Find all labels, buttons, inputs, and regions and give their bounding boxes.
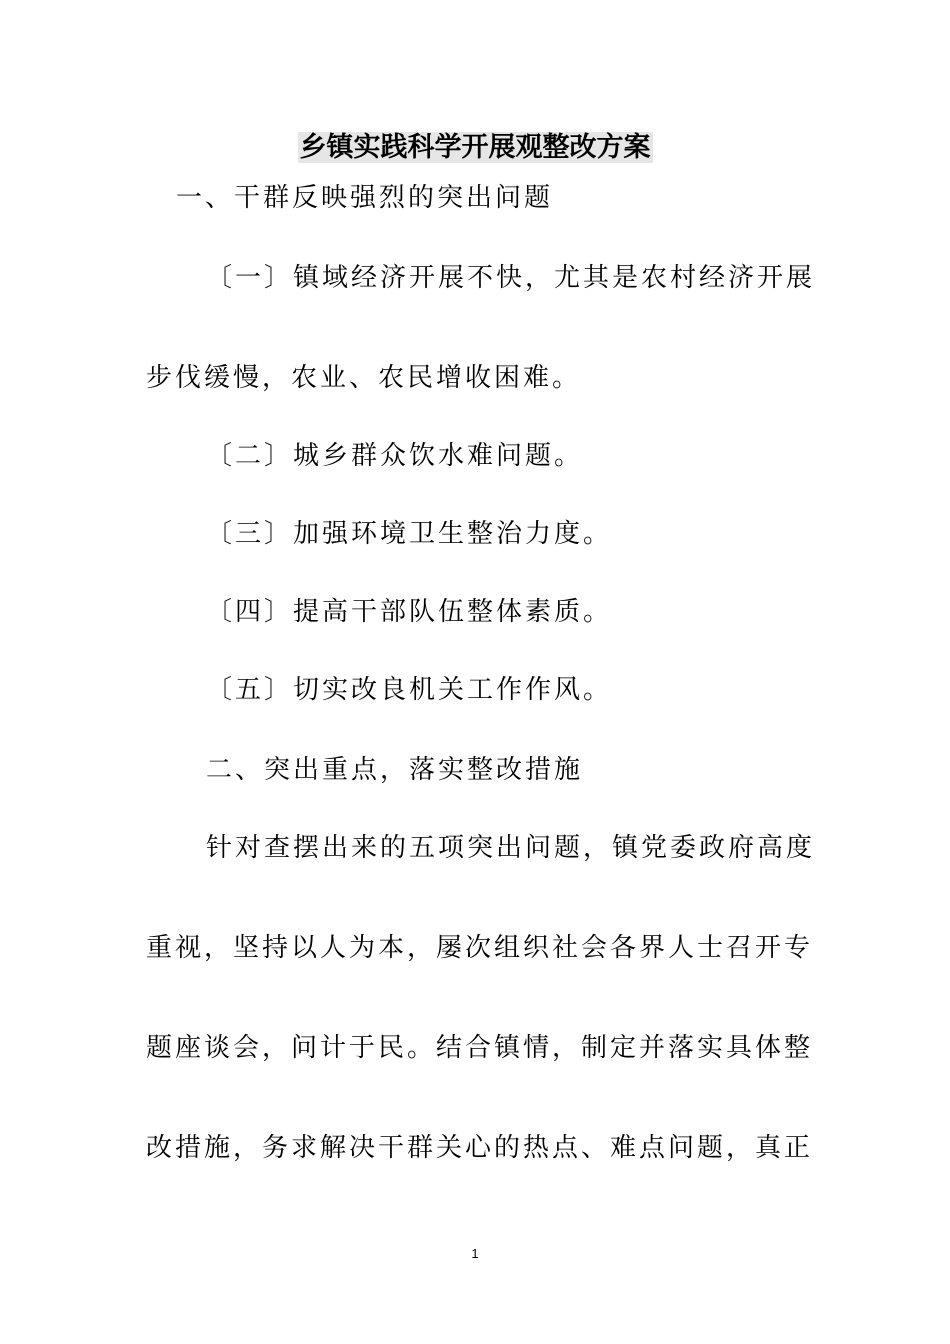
document-title	[0, 128, 950, 168]
problem-item-1-cont: 步伐缓慢，农业、农民增收困难。	[146, 363, 582, 393]
page-number: 1	[471, 1246, 479, 1261]
problem-item-1: 〔一〕镇域经济开展不快，尤其是农村经济开展	[206, 263, 816, 293]
paragraph-line-3: 题座谈会，问计于民。结合镇情，制定并落实具体整	[146, 1033, 814, 1063]
paragraph-line-4: 改措施，务求解决干群关心的热点、难点问题，真正	[146, 1133, 814, 1163]
problem-item-5: 〔五〕切实改良机关工作作风。	[206, 675, 613, 705]
section-heading-2: 二、突出重点，落实整改措施	[206, 755, 584, 785]
paragraph-line-2: 重视，坚持以人为本，屡次组织社会各界人士召开专	[146, 933, 814, 963]
section-heading-1: 一、干群反映强烈的突出问题	[176, 183, 554, 213]
problem-item-3: 〔三〕加强环境卫生整治力度。	[206, 519, 613, 549]
problem-item-4: 〔四〕提高干部队伍整体素质。	[206, 597, 613, 627]
paragraph-line-1: 针对查摆出来的五项突出问题，镇党委政府高度	[206, 833, 816, 863]
problem-item-2: 〔二〕城乡群众饮水难问题。	[206, 441, 584, 471]
document-title-text: 乡镇实践科学开展观整改方案	[299, 132, 651, 163]
